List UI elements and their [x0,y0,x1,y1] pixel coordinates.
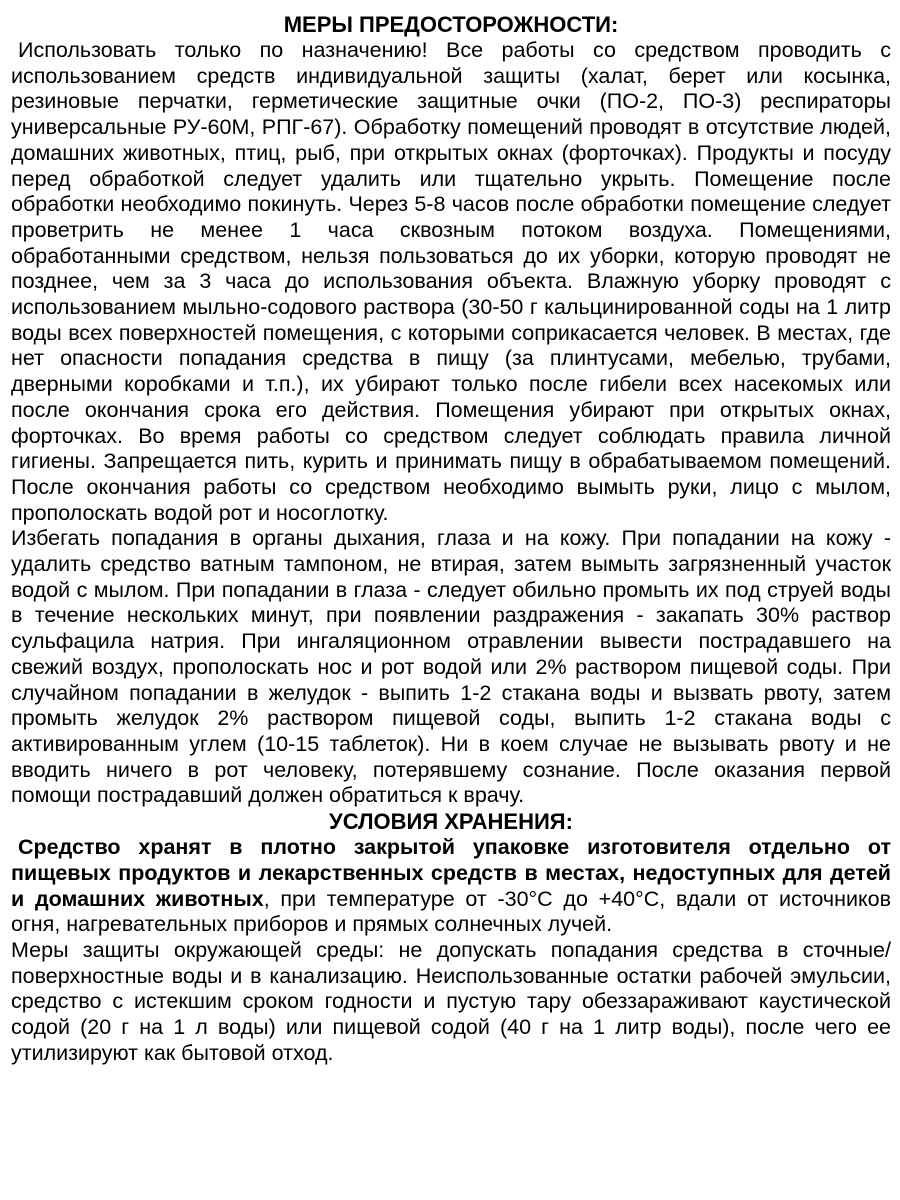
storage-paragraph-1-bold-text: Средство хранят в плотно закрытой упаковке изготовителя отдельно от пищевых продуктов и лекарственных средств в местах, недоступных для детей и домашних животных [11,835,891,911]
precautions-paragraph-1: Использовать только по назначению! Все работы со средством проводить с использованием средств индивидуальной защиты (халат, берет или косынка, резиновые перчатки, герметические защитные очки (ПО-2, ПО-3) респираторы универсальные РУ-60М, РПГ-67). Обработку помещений проводят в отсутствие людей, домашних животных, птиц, рыб, при открытых окнах (форточках). Продукты и посуду перед обработкой следует удалить или тщательно укрыть. Помещение после обработки необходимо покинуть. Через 5-8 часов после обработки помещение следует проветрить не менее 1 часа сквозным потоком воздуха. Помещениями, обработанными средством, нельзя пользоваться до их уборки, которую проводят не позднее, чем за 3 часа до использования объекта. Влажную уборку проводят с использованием мыльно-содового раствора (30-50 г кальцинированной соды на 1 литр воды всех поверхностей помещения, с которыми соприкасается человек. В местах, где нет опасности попадания средства в пищу (за плинтусами, мебелью, трубами, дверными коробками и т.п.), их убирают только после гибели всех насекомых или после окончания срока его действия. Помещения убирают при открытых окнах, форточках. Во время работы со средством следует соблюдать правила личной гигиены. Запрещается пить, курить и принимать пищу в обрабатываемом помещений. После окончания работы со средством необходимо вымыть руки, лицо с мылом, прополоскать водой рот и носоглотку. [11,38,891,525]
storage-paragraph-1 [11,835,891,938]
storage-heading: УСЛОВИЯ ХРАНЕНИЯ: [329,809,573,835]
storage-paragraph-1-regular-text: , при температуре от -30°С до +40°С, вдали от источников огня, нагревательных приборов и прямых солнечных лучей. [11,886,891,937]
storage-paragraph-2: Меры защиты окружающей среды: не допускать попадания средства в сточные/поверхностные воды и в канализацию. Неиспользованные остатки рабочей эмульсии, средство с истекшим сроком годности и пустую тару обеззараживают каустической содой (20 г на 1 л воды) или пищевой содой (40 г на 1 литр воды), после чего ее утилизируют как бытовой отход. [11,937,891,1065]
precautions-heading: МЕРЫ ПРЕДОСТОРОЖНОСТИ: [283,12,619,37]
precautions-paragraph-2: Избегать попадания в органы дыхания, глаза и на кожу. При попадании на кожу - удалить средство ватным тампоном, не втирая, затем вымыть загрязненный участок водой с мылом. При попадании в глаза - следует обильно промыть их под струей воды в течение нескольких минут, при появлении раздражения - закапать 30% раствор сульфацила натрия. При ингаляционном отравлении вывести пострадавшего на свежий воздух, прополоскать нос и рот водой или 2% раствором пищевой соды. При случайном попадании в желудок - выпить 1-2 стакана воды и вызвать рвоту, затем промыть желудок 2% раствором пищевой соды, выпить 1-2 стакана воды с активированным углем (10-15 таблеток). Ни в коем случае не вызывать рвоту и не вводить ничего в рот человеку, потерявшему сознание. После оказания первой помощи пострадавший должен обратиться к врачу. [11,526,891,808]
